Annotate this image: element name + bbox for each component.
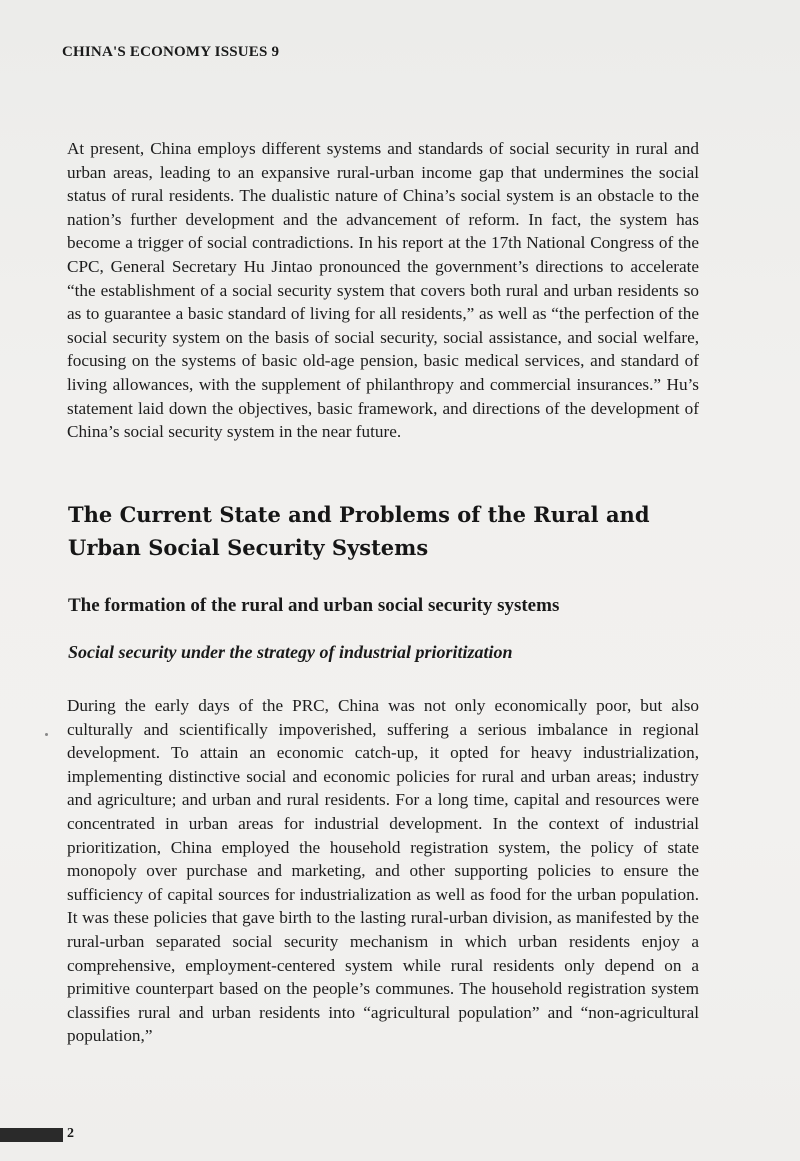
subsubsection-heading: Social security under the strategy of industrial prioritization (68, 642, 513, 662)
folio-bar (0, 1128, 63, 1142)
body-paragraph: At present, China employs different systems and standards of social security in rural and urban areas, leading to an expansive rural-urban income gap that undermines the social status of rural residents. The dualistic nature of China’s social system is an obstacle to the nation’s further development and the advancement of reform. In fact, the system has become a trigger of social contradictions. In his report at the 17th National Congress of the CPC, General Secretary Hu Jintao pronounced the government’s directions to accelerate “the establishment of a social security system that covers both rural and urban residents so as to guarantee a basic standard of living for all residents,” as well as “the perfection of the social security system on the basis of social security, social assistance, and social welfare, focusing on the systems of basic old-age pension, basic medical services, and standard of living allowances, with the supplement of philanthropy and commercial insurances.” Hu’s statement laid down the objectives, basic framework, and directions of the development of China’s social security system in the near future. (67, 139, 699, 442)
section-heading: The Current State and Problems of the Rural and Urban Social Security Systems (68, 502, 650, 560)
page-number: 2 (67, 1126, 74, 1141)
subsection-heading: The formation of the rural and urban social security systems (68, 595, 560, 616)
ink-speck (45, 733, 48, 736)
running-head: CHINA'S ECONOMY ISSUES 9 (62, 44, 280, 60)
body-paragraph: During the early days of the PRC, China was not only economically poor, but also culturally and scientifically impoverished, suffering a serious imbalance in regional development. To attain an economic catch-up, it opted for heavy industrialization, implementing distinctive social and economic policies for rural and urban areas; industry and agriculture; and urban and rural residents. For a long time, capital and resources were concentrated in urban areas for industrial development. In the context of industrial prioritization, China employed the household registration system, the policy of state monopoly over purchase and marketing, and other supporting policies to ensure the sufficiency of capital sources for industrialization as well as food for the urban population. It was these policies that gave birth to the lasting rural-urban division, as manifested by the rural-urban separated social security mechanism in which urban residents enjoy a comprehensive, employment-centered system while rural residents only depend on a primitive counterpart based on the people’s communes. The household registration system classifies rural and urban residents into “agricultural population” and “non-agricultural population,” (67, 696, 699, 1046)
